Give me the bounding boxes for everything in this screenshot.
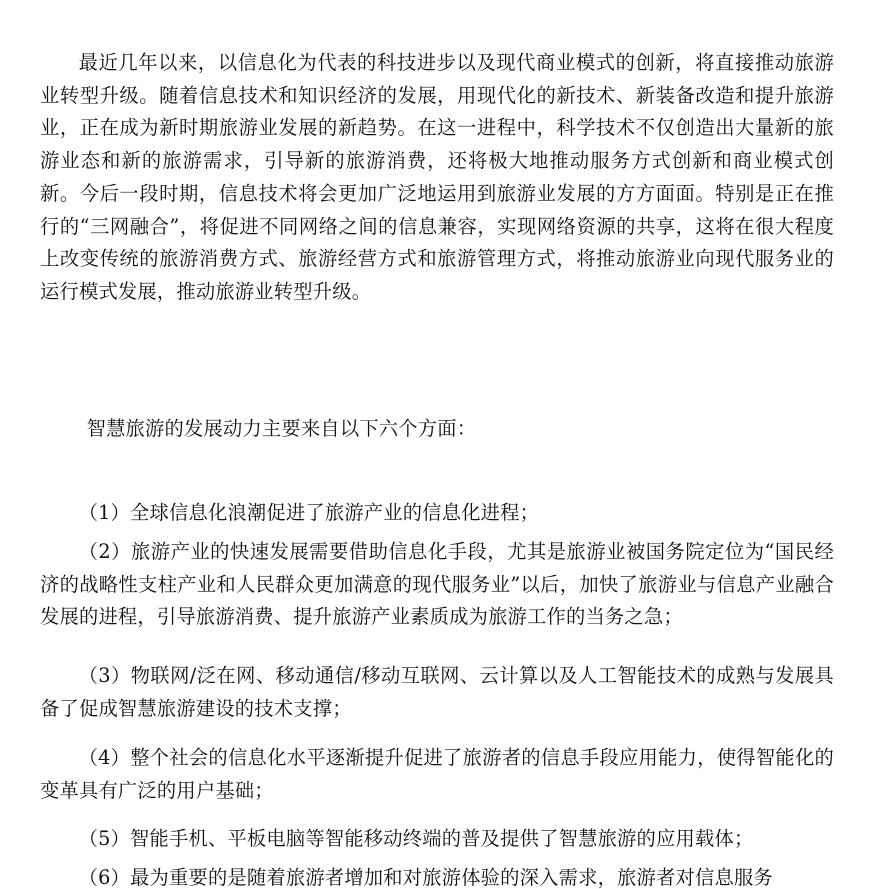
- list-item: （6）最为重要的是随着旅游者增加和对旅游体验的深入需求，旅游者对信息服务: [78, 866, 773, 889]
- list-item: （3）物联网/泛在网、移动通信/移动互联网、云计算以及人工智能技术的成熟与发展具备了促成智慧旅游建设的技术支撑；: [40, 664, 834, 720]
- intro-paragraph: 最近几年以来，以信息化为代表的科技进步以及现代商业模式的创新，将直接推动旅游业转型升级。随着信息技术和知识经济的发展，用现代化的新技术、新装备改造和提升旅游业，正在成为新时期旅游业发展的新趋势。在这一进程中，科学技术不仅创造出大量新的旅游业态和新的旅游需求，引导新的旅游消费，还将极大地推动服务方式创新和商业模式创新。今后一段时期，信息技术将会更加广泛地运用到旅游业发展的方方面面。特别是正在推行的“三网融合”，将促进不同网络之间的信息兼容，实现网络资源的共享，这将在很大程度上改变传统的旅游消费方式、旅游经营方式和旅游管理方式，将推动旅游业向现代服务业的运行模式发展，推动旅游业转型升级。: [40, 51, 834, 303]
- section-heading: 智慧旅游的发展动力主要来自以下六个方面：: [86, 417, 477, 440]
- list-item: （1）全球信息化浪潮促进了旅游产业的信息化进程；: [78, 501, 540, 524]
- list-item: （4）整个社会的信息化水平逐渐提升促进了旅游者的信息手段应用能力，使得智能化的变革具有广泛的用户基础；: [40, 746, 834, 802]
- list-item: （5）智能手机、平板电脑等智能移动终端的普及提供了智慧旅游的应用载体；: [78, 827, 754, 850]
- list-item: （2）旅游产业的快速发展需要借助信息化手段，尤其是旅游业被国务院定位为“国民经济的战略性支柱产业和人民群众更加满意的现代服务业”以后，加快了旅游业与信息产业融合发展的进程，引导旅游消费、提升旅游产业素质成为旅游工作的当务之急；: [40, 540, 834, 629]
